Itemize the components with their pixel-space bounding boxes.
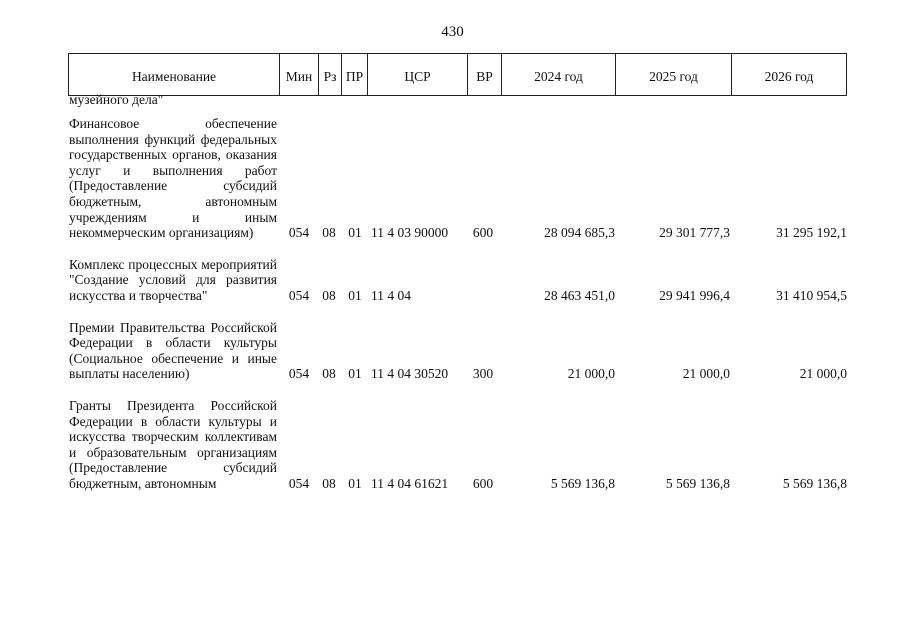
row-rz: 08: [322, 475, 336, 491]
header-rz: Рз: [319, 54, 342, 96]
row-name: Гранты Президента Российской Федерации в области культуры и искусства творческим коллективам и образовательным организациям (Предоставление субсидий бюджетным, автономным: [69, 397, 277, 491]
continuation-text: музейного дела": [69, 92, 164, 107]
page-number: 430: [441, 24, 464, 40]
row-2024: 28 094 685,3: [544, 225, 615, 241]
header-csr: ЦСР: [368, 54, 468, 96]
row-2024: 28 463 451,0: [544, 287, 615, 303]
row-name: Премии Правительства Российской Федерации в области культуры (Социальное обеспечение и иные выплаты населению): [69, 319, 277, 382]
row-min: 054: [288, 475, 310, 491]
row-vr: 600: [472, 475, 494, 491]
row-rz: 08: [322, 366, 336, 382]
row-2025: 29 301 777,3: [659, 225, 730, 241]
row-pr: 01: [348, 366, 362, 382]
table-row: [69, 116, 849, 241]
header-name: Наименование: [69, 54, 280, 96]
table-row: [69, 257, 849, 304]
row-vr: [468, 257, 498, 304]
header-2024: 2024 год: [502, 54, 616, 96]
row-pr: 01: [348, 475, 362, 491]
table-row: [69, 398, 849, 492]
row-csr: 11 4 03 90000: [371, 225, 449, 241]
row-2025: 5 569 136,8: [665, 475, 730, 491]
row-csr: 11 4 04: [371, 287, 411, 303]
header-pr: ПР: [342, 54, 368, 96]
row-name: Финансовое обеспечение выполнения функций федеральных государственных органов, оказания услуг и выполнения работ (Предоставление субсидий бюджетным, автономным учреждениям и иным некоммерческим организациям): [69, 116, 277, 241]
row-2024: 5 569 136,8: [550, 475, 615, 491]
row-min: 054: [288, 366, 310, 382]
row-spacer: [69, 382, 849, 398]
row-vr: 300: [472, 366, 494, 382]
row-2026: 31 410 954,5: [776, 287, 847, 303]
row-2025: 21 000,0: [682, 366, 730, 382]
header-min: Мин: [280, 54, 319, 96]
budget-table: [69, 116, 849, 491]
header-2025: 2025 год: [616, 54, 732, 96]
row-spacer: [69, 241, 849, 257]
row-csr: 11 4 04 61621: [371, 475, 449, 491]
header-vr: ВР: [468, 54, 502, 96]
row-min: 054: [288, 287, 310, 303]
row-min: 054: [288, 225, 310, 241]
row-name: Комплекс процессных мероприятий "Создание условий для развития искусства и творчества": [69, 256, 277, 303]
row-2026: 5 569 136,8: [782, 475, 847, 491]
row-spacer: [69, 304, 849, 320]
row-2026: 21 000,0: [799, 366, 847, 382]
row-rz: 08: [322, 225, 336, 241]
row-2026: 31 295 192,1: [776, 225, 847, 241]
row-2025: 29 941 996,4: [659, 287, 730, 303]
row-csr: 11 4 04 30520: [371, 366, 449, 382]
row-pr: 01: [348, 287, 362, 303]
row-vr: 600: [472, 225, 494, 241]
table-header: [68, 53, 847, 96]
header-2026: 2026 год: [732, 54, 847, 96]
table-row: [69, 320, 849, 382]
row-rz: 08: [322, 287, 336, 303]
row-2024: 21 000,0: [567, 366, 615, 382]
row-pr: 01: [348, 225, 362, 241]
